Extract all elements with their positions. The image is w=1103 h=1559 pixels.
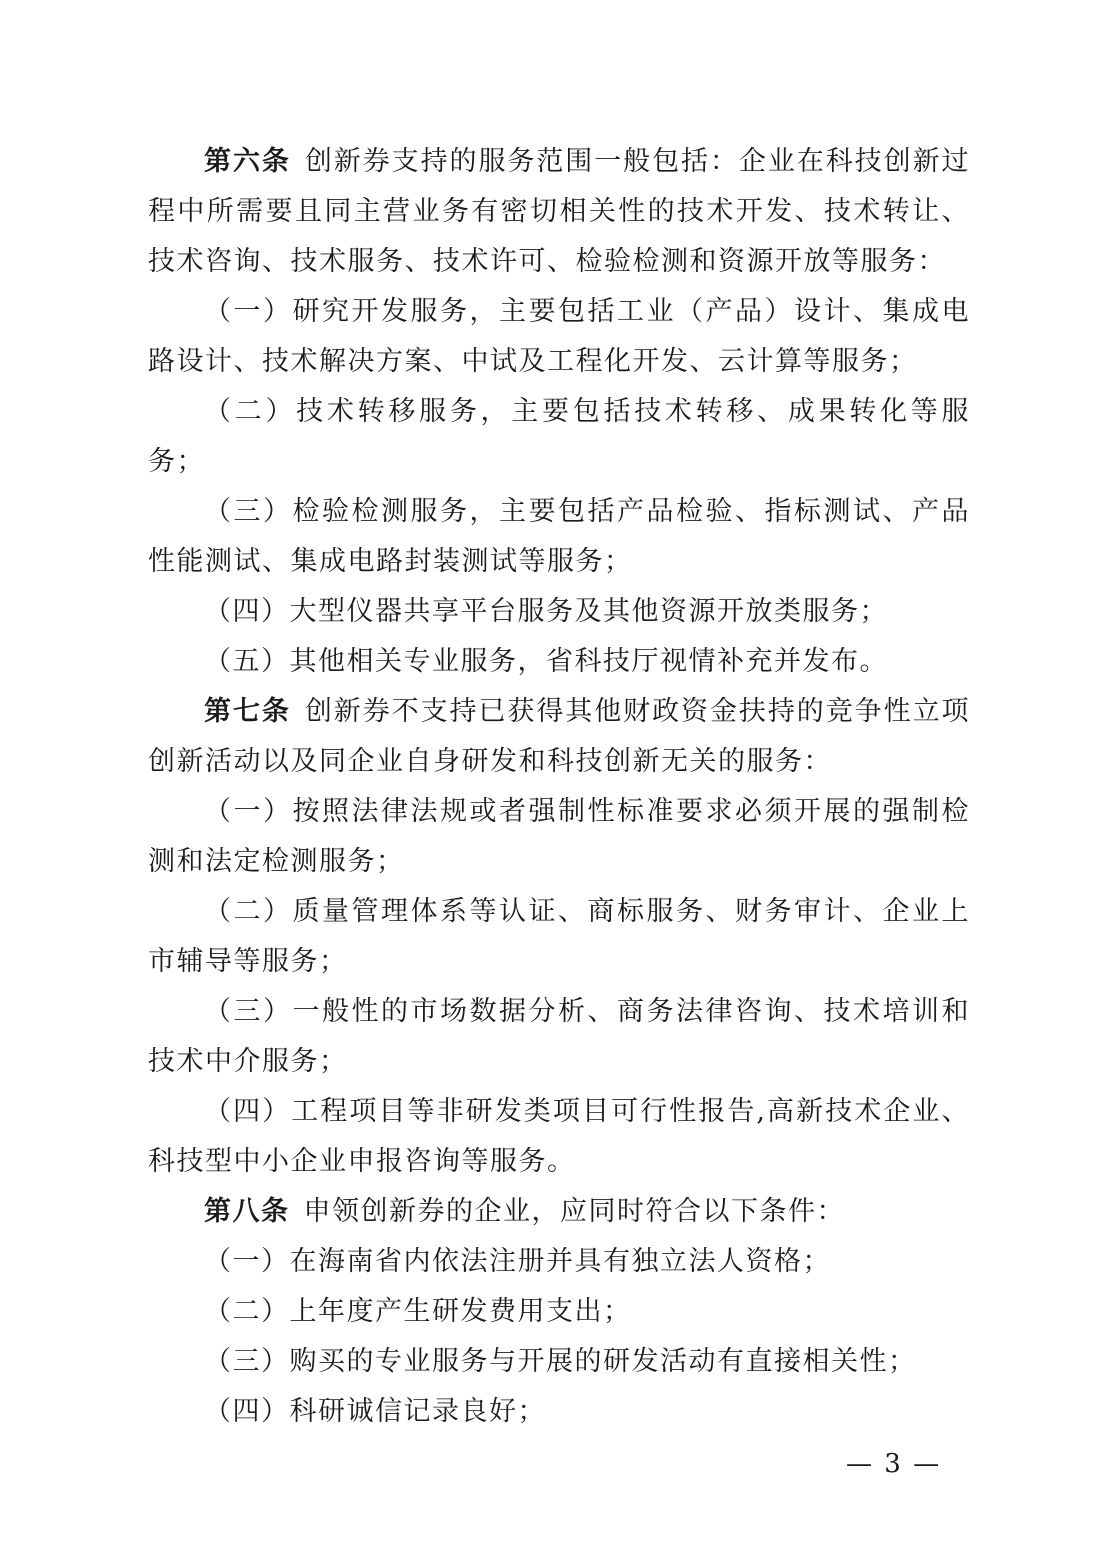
paragraph-text: 申领创新券的企业，应同时符合以下条件： — [303, 1196, 845, 1227]
paragraph-text: （一）在海南省内依法注册并具有独立法人资格； — [204, 1246, 831, 1277]
paragraph-text: 创新券不支持已获得其他财政资金扶持的竞争性立项创新活动以及同企业自身研发和科技创新无关的服务： — [148, 696, 971, 777]
article-7-paragraph — [148, 687, 970, 787]
list-item — [148, 487, 970, 587]
list-item — [148, 1387, 970, 1437]
paragraph-text: （四）大型仪器共享平台服务及其他资源开放类服务； — [204, 596, 888, 627]
paragraph-text: （一）研究开发服务，主要包括工业（产品）设计、集成电路设计、技术解决方案、中试及工程化开发、云计算等服务； — [148, 296, 970, 377]
article-label: 第八条 — [204, 1196, 290, 1227]
paragraph-text: 创新券支持的服务范围一般包括：企业在科技创新过程中所需要且同主营业务有密切相关性的技术开发、技术转让、技术咨询、技术服务、技术许可、检验检测和资源开放等服务： — [148, 146, 971, 277]
paragraph-text: （一）按照法律法规或者强制性标准要求必须开展的强制检测和法定检测服务； — [148, 796, 970, 877]
article-label: 第六条 — [204, 146, 291, 177]
paragraph-text: （二）技术转移服务，主要包括技术转移、成果转化等服务； — [148, 396, 970, 477]
paragraph-text: （三）检验检测服务，主要包括产品检验、指标测试、产品性能测试、集成电路封装测试等服务； — [148, 496, 970, 577]
list-item — [148, 1287, 970, 1337]
article-6-paragraph — [148, 137, 970, 287]
list-item — [148, 1237, 970, 1287]
list-item — [148, 387, 970, 487]
document-body — [148, 137, 970, 1437]
paragraph-text: （二）质量管理体系等认证、商标服务、财务审计、企业上市辅导等服务； — [148, 896, 970, 977]
list-item — [148, 587, 970, 637]
list-item — [148, 637, 970, 687]
paragraph-text: （四）科研诚信记录良好； — [204, 1396, 546, 1427]
list-item — [148, 887, 970, 987]
page-number: — 3 — — [846, 1449, 942, 1479]
list-item — [148, 787, 970, 887]
article-label: 第七条 — [204, 696, 291, 727]
list-item — [148, 1087, 970, 1187]
list-item — [148, 287, 970, 387]
paragraph-text: （三）购买的专业服务与开展的研发活动有直接相关性； — [204, 1346, 917, 1377]
paragraph-text: （四）工程项目等非研发类项目可行性报告,高新技术企业、科技型中小企业申报咨询等服务。 — [148, 1096, 970, 1177]
list-item — [148, 1337, 970, 1387]
paragraph-text: （五）其他相关专业服务，省科技厅视情补充并发布。 — [204, 646, 888, 677]
article-8-paragraph — [148, 1187, 970, 1237]
paragraph-text: （三）一般性的市场数据分析、商务法律咨询、技术培训和技术中介服务； — [148, 996, 970, 1077]
list-item — [148, 987, 970, 1087]
paragraph-text: （二）上年度产生研发费用支出； — [204, 1296, 632, 1327]
